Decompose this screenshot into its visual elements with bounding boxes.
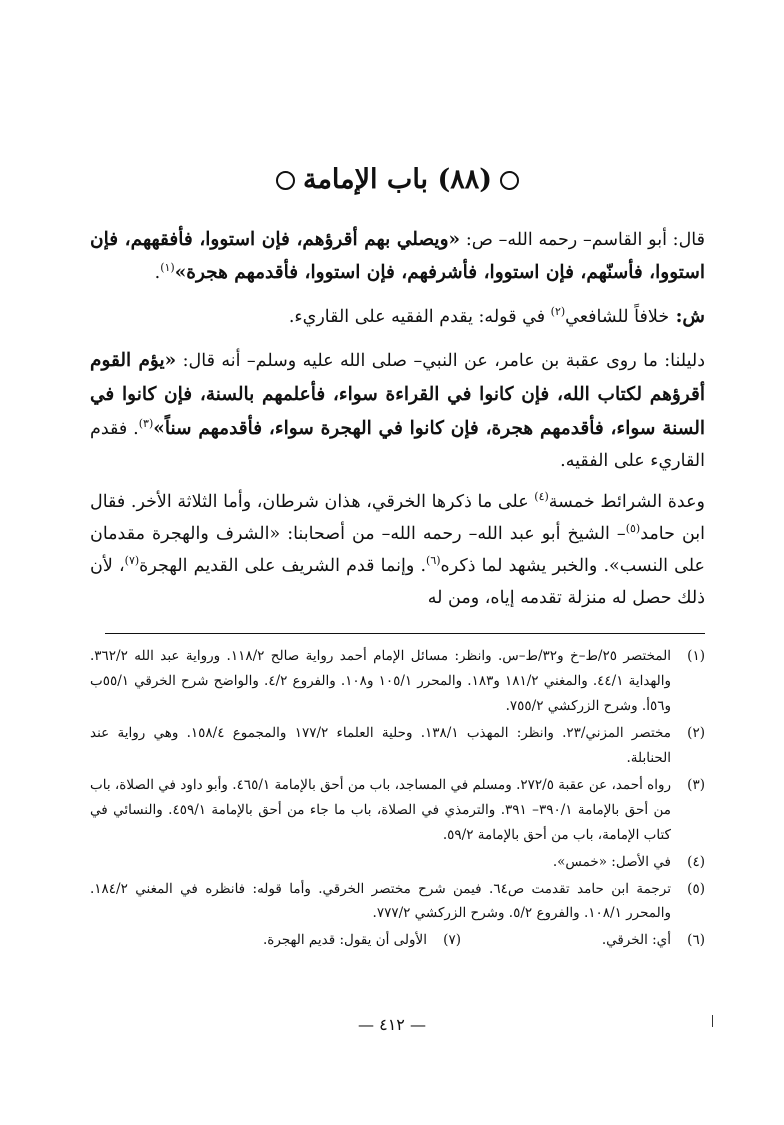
footnote-number: (٥) <box>687 880 705 897</box>
text-run: . فقدم القاريء على الفقيه. <box>90 418 705 471</box>
footnote-row <box>90 773 705 848</box>
footnote-ref: (٦) <box>426 554 441 568</box>
footnote-row-last <box>90 928 705 953</box>
footnote-number: (٧) <box>443 932 461 949</box>
footnote-row <box>90 877 705 927</box>
text-run: ش: <box>669 306 705 328</box>
text-run: . وإنما قدم الشريف على القديم الهجرة <box>139 556 427 577</box>
footnote-ref: (١) <box>160 261 175 275</box>
footnote-separator <box>105 633 705 634</box>
footnote-text: في الأصل: «خمس». <box>552 853 671 870</box>
footnote-ref: (٢) <box>550 305 566 319</box>
footnotes <box>90 644 705 927</box>
footnote-ref: (٧) <box>124 554 140 568</box>
footnote-row <box>90 721 705 771</box>
footnote-text: الأولى أن يقول: قديم الهجرة. <box>263 932 427 949</box>
text-run: خلافاً للشافعي <box>565 307 670 328</box>
footnote-text: رواه أحمد، عن عقبة ٢٧٢/٥. ومسلم في المساجد، باب من أحق بالإمامة ٤٦٥/١. وأبو داود في الصلاة، باب من أحق بالإمامة ٣٩٠/١– ٣٩١. والترمذي في الصلاة، باب ما جاء من أحق بالإمامة ٤٥٩/١. والنسائي في كتاب الإمامة، باب من أحق بالإمامة ٥٩/٢. <box>90 776 671 843</box>
chapter-title: (٨٨) باب الإمامة <box>302 164 493 195</box>
text-run: «ويصلي بهم أقرؤهم، فإن استووا، فأفقههم، فإن استووا، فأسنّهم، فإن استووا، فأشرفهم، فإن استووا، فأقدمهم هجرة» <box>90 228 705 284</box>
text-run: – الشيخ أبو عبد الله– رحمه الله– من أصحابنا: «الشرف والهجرة مقدمان على النسب». والخبر يشهد لما ذكره <box>90 524 705 577</box>
text-run: دليلنا: ما روى عقبة بن عامر، عن النبي– صلى الله عليه وسلم– أنه قال: <box>176 351 705 372</box>
footnote-text: ترجمة ابن حامد تقدمت ص٦٤. فيمن شرح مختصر الخرقي. وأما قوله: فانظره في المغني ١٨٤/٢. والمحرر ١٠٨/١. والفروع ٥/٢. وشرح الزركشي ٧٧٧/٢. <box>90 880 671 922</box>
text-run: قال: أبو القاسم– رحمه الله– ص: <box>460 229 705 250</box>
page-number: — ٤١٢ — <box>358 1015 426 1034</box>
footnote-ref: (٥) <box>625 522 641 536</box>
text-run: في قوله: يقدم الفقيه على القاريء. <box>288 307 551 328</box>
footnote-text: أي: الخرقي. <box>601 932 671 949</box>
text-run: «يؤم القوم أقرؤهم لكتاب الله، فإن كانوا في القراءة سواء، فأعلمهم بالسنة، فإن كانوا في السنة سواء، فأقدمهم هجرة، فإن كانوا في الهجرة سواء، فأقدمهم سناً» <box>90 350 705 439</box>
text-run: على ما ذكرها الخرقي، هذان شرطان، وأما الثلاثة الأخر. فقال ابن حامد <box>90 492 705 545</box>
text-run: وعدة الشرائط خمسة <box>548 492 706 513</box>
footnote-number: (٦) <box>687 932 705 949</box>
body-text <box>90 223 705 615</box>
paragraph <box>90 223 705 291</box>
paragraph <box>90 300 705 334</box>
paragraph <box>90 344 705 477</box>
margin-mark <box>712 1015 713 1027</box>
footnote-ref: (٣) <box>138 416 154 430</box>
footnote-number: (٣) <box>687 776 705 793</box>
footnote-ref: (٤) <box>534 490 549 504</box>
chapter-heading <box>90 160 705 201</box>
circle-ornament-right <box>500 171 519 190</box>
circle-ornament-left <box>276 171 295 190</box>
page-content <box>90 160 705 955</box>
footnote-text: المختصر ٢٥/ط–خ و٣٢/ط–س. وانظر: مسائل الإمام أحمد رواية صالح ١١٨/٢. ورواية عبد الله ٣٦٢/٢. والهداية ٤٤/١. والمغني ١٨١/٢ و١٨٣. والمحرر ١٠٥/١ و١٠٨. والفروع ٤/٢. والواضح شرح الخرقي ٥٥/١ب و٥٦أ. وشرح الزركشي ٧٥٥/٢. <box>90 647 672 714</box>
footnote-number: (٤) <box>687 853 705 870</box>
paragraph <box>90 487 705 614</box>
footnote-row <box>90 850 705 875</box>
text-run: . <box>154 263 161 284</box>
footnote-row <box>90 644 705 719</box>
footnote-number: (١) <box>687 647 705 664</box>
text-run: ، لأن ذلك حصل له منزلة تقدمه إياه، ومن له <box>90 556 705 608</box>
footnote-text: مختصر المزني/٢٣. وانظر: المهذب ١٣٨/١. وحلية العلماء ١٧٧/٢ والمجموع ١٥٨/٤. وهي رواية عند الحنابلة. <box>90 724 671 766</box>
footnote-number: (٢) <box>687 724 705 741</box>
